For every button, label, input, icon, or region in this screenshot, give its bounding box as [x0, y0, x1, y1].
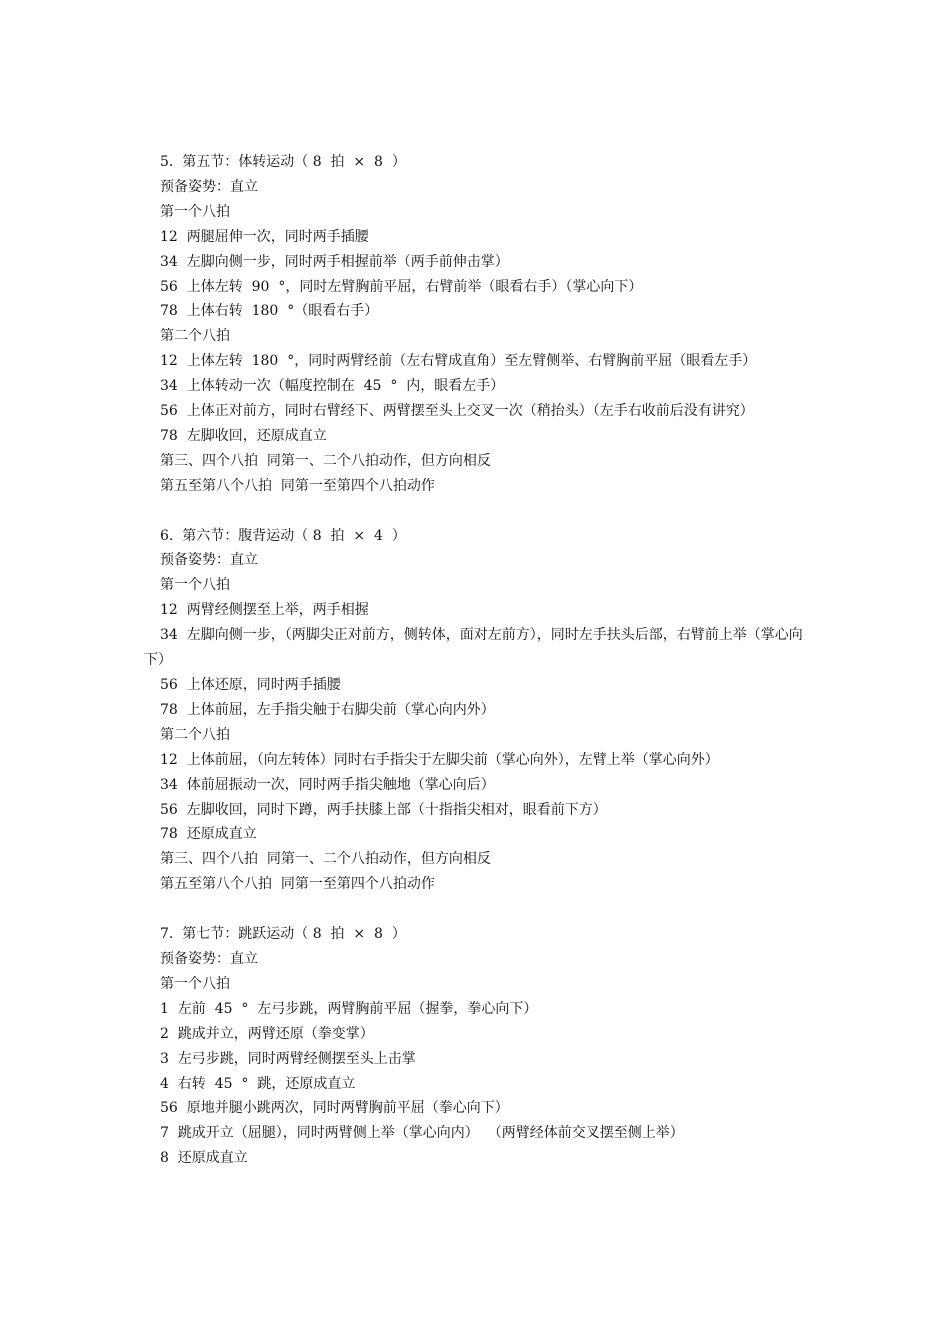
- text-line: 56 原地并腿小跳两次，同时两臂胸前平屈（拳心向下）: [160, 1100, 509, 1117]
- text-line: 1 左前 45 ° 左弓步跳，两臂胸前平屈（握拳，拳心向下）: [160, 1000, 538, 1017]
- text-line: 8 还原成直立: [160, 1150, 248, 1167]
- text-line: 56 上体还原，同时两手插腰: [160, 677, 341, 694]
- document-page: [144, 150, 808, 1171]
- text-line: 56 左脚收回，同时下蹲，两手扶膝上部（十指指尖相对，眼看前下方）: [160, 801, 607, 818]
- text-line: 34 左脚向侧一步，（两脚尖正对前方，侧转体，面对左前方），同时左手扶头后部，右臂前上举（掌心向下）: [144, 627, 803, 669]
- text-line: 34 上体转动一次（幅度控制在 45 ° 内，眼看左手）: [160, 378, 505, 395]
- text-line: 78 上体右转 180 °（眼看右手）: [160, 303, 379, 320]
- section-heading: 6. 第六节：腹背运动（ 8 拍 × 4 ）: [160, 527, 406, 544]
- text-line: 第五至第八个八拍 同第一至第四个八拍动作: [160, 876, 435, 893]
- text-line: 34 体前屈振动一次，同时两手指尖触地（掌心向后）: [160, 776, 495, 793]
- section-gap: [144, 897, 808, 922]
- section-heading: 5. 第五节：体转运动（ 8 拍 × 8 ）: [160, 154, 406, 170]
- text-line: 第一个八拍: [160, 203, 230, 220]
- text-line: 3 左弓步跳，同时两臂经侧摆至头上击掌: [160, 1050, 416, 1067]
- text-line: 7 跳成开立（屈腿），同时两臂侧上举（掌心向内） （两臂经体前交叉摆至侧上举）: [160, 1125, 684, 1142]
- section-heading: 7. 第七节：跳跃运动（ 8 拍 × 8 ）: [160, 926, 406, 943]
- text-line: 2 跳成并立，两臂还原（拳变掌）: [160, 1025, 374, 1042]
- text-line: 预备姿势：直立: [160, 552, 258, 569]
- text-line: 12 两臂经侧摆至上举，两手相握: [160, 602, 369, 619]
- text-line: 78 还原成直立: [160, 826, 257, 843]
- text-line: 第三、四个八拍 同第一、二个八拍动作，但方向相反: [160, 452, 491, 469]
- text-line: 第二个八拍: [160, 328, 230, 345]
- text-line: 预备姿势：直立: [160, 950, 258, 967]
- text-line: 第一个八拍: [160, 577, 230, 594]
- text-line: 12 上体左转 180 °，同时两臂经前（左右臂成直角）至左臂侧举、右臂胸前平屈（眼看左手）: [160, 353, 757, 370]
- text-line: 12 上体前屈，（向左转体）同时右手指尖于左脚尖前（掌心向外），左臂上举（掌心向外）: [160, 751, 719, 768]
- text-line: 56 上体正对前方，同时右臂经下、两臂摆至头上交叉一次（稍抬头）（左手右收前后没有讲究）: [160, 403, 754, 420]
- text-line: 第五至第八个八拍 同第一至第四个八拍动作: [160, 477, 435, 494]
- text-line: 12 两腿屈伸一次，同时两手插腰: [160, 228, 369, 245]
- text-line: 78 上体前屈，左手指尖触于右脚尖前（掌心向内外）: [160, 701, 495, 718]
- text-line: 第一个八拍: [160, 975, 230, 992]
- text-line: 34 左脚向侧一步，同时两手相握前举（两手前伸击掌）: [160, 253, 509, 270]
- text-line: 4 右转 45 ° 跳，还原成直立: [160, 1075, 356, 1092]
- text-line: 第三、四个八拍 同第一、二个八拍动作，但方向相反: [160, 851, 491, 868]
- text-line: 78 左脚收回，还原成直立: [160, 427, 327, 444]
- text-line: 预备姿势：直立: [160, 178, 258, 195]
- text-line: 第二个八拍: [160, 726, 230, 743]
- text-line: 56 上体左转 90 °，同时左臂胸前平屈，右臂前举（眼看右手）（掌心向下）: [160, 278, 643, 295]
- section-gap: [144, 499, 808, 524]
